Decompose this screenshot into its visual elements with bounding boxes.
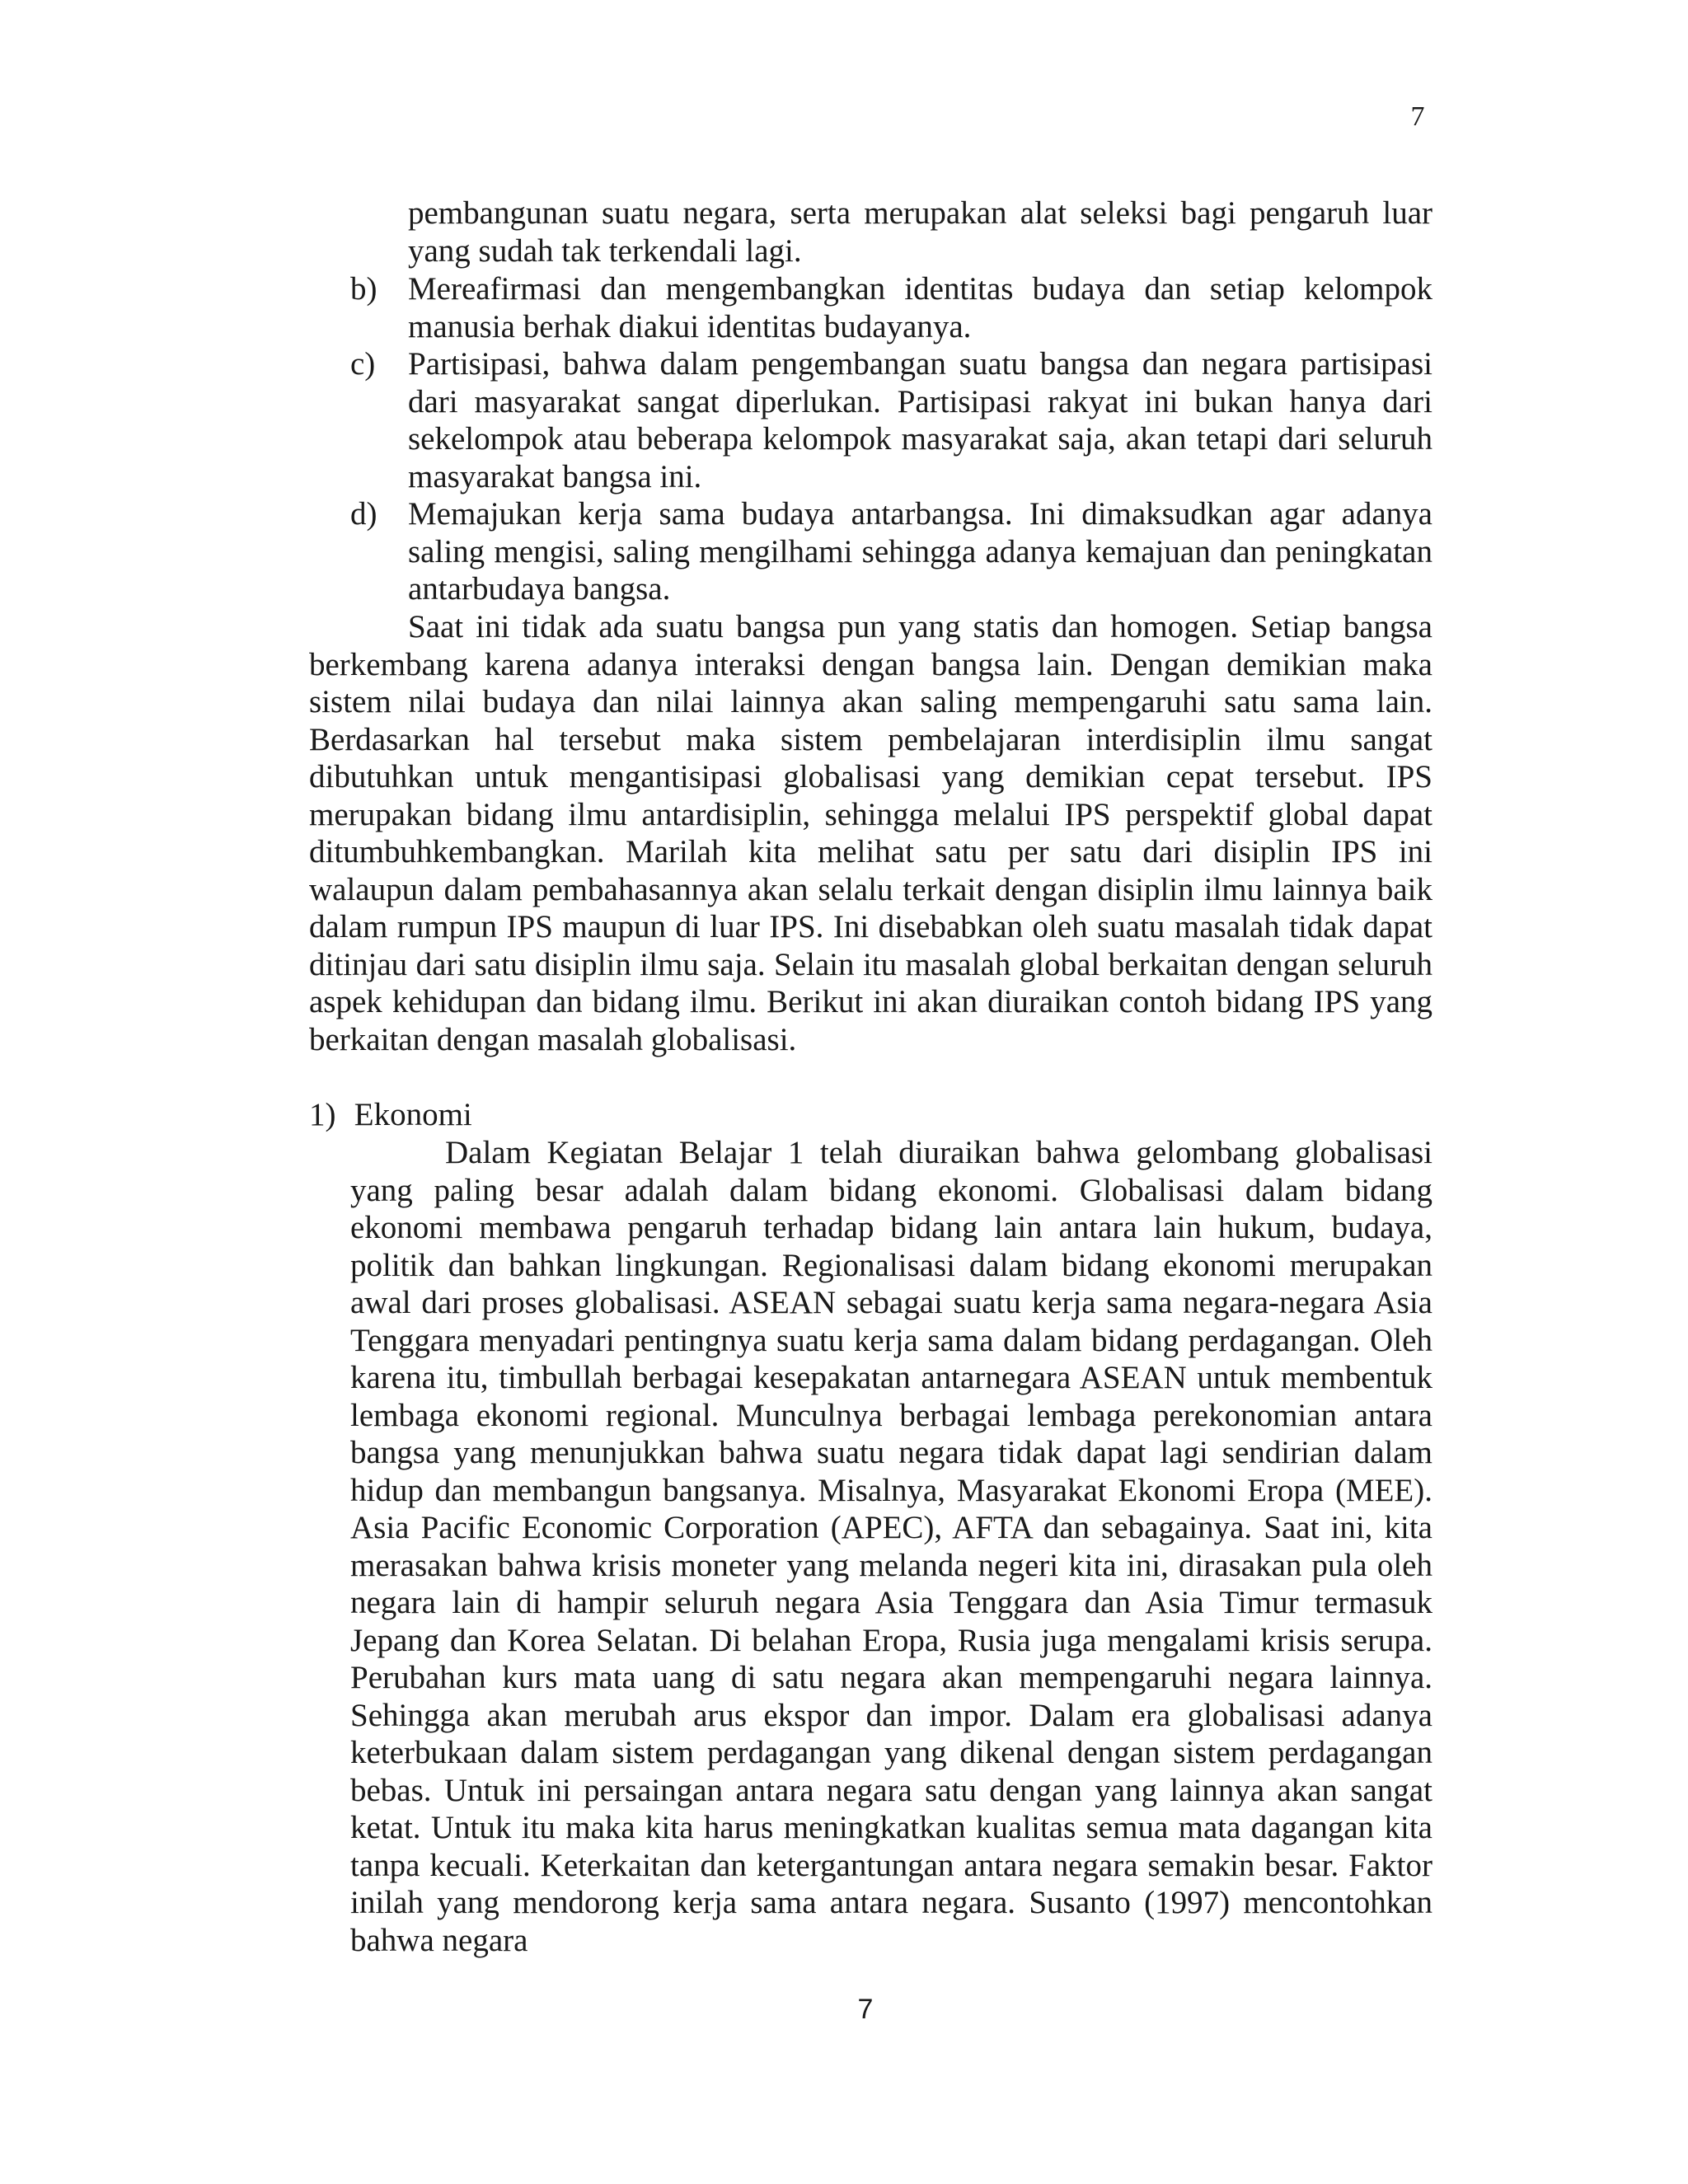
continuation-paragraph: pembangunan suatu negara, serta merupakan alat seleksi bagi pengaruh luar yang sudah tak terkendali lagi.	[408, 195, 1432, 269]
list-item-text: Mereafirmasi dan mengembangkan identitas budaya dan setiap kelompok manusia berhak diakui identitas budayanya.	[408, 271, 1432, 344]
body-paragraph: Saat ini tidak ada suatu bangsa pun yang statis dan homogen. Setiap bangsa berkembang karena adanya interaksi dengan bangsa lain. Dengan demikian maka sistem nilai budaya dan nilai lainnya akan saling mempengaruhi satu sama lain. Berdasarkan hal tersebut maka sistem pembelajaran interdisiplin ilmu sangat dibutuhkan untuk mengantisipasi globalisasi yang demikian cepat tersebut. IPS merupakan bidang ilmu antardisiplin, sehingga melalui IPS perspektif global dapat ditumbuhkembangkan. Marilah kita melihat satu per satu dari disiplin IPS ini walaupun dalam pembahasannya akan selalu terkait dengan disiplin ilmu lainnya baik dalam rumpun IPS maupun di luar IPS. Ini disebabkan oleh suatu masalah tidak dapat ditinjau dari satu disiplin ilmu saja. Selain itu masalah global berkaitan dengan seluruh aspek kehidupan dan bidang ilmu. Berikut ini akan diuraikan contoh bidang IPS yang berkaitan dengan masalah globalisasi.	[309, 609, 1432, 1057]
list-item-text: Partisipasi, bahwa dalam pengembangan suatu bangsa dan negara partisipasi dari masyarakat sangat diperlukan. Partisipasi rakyat ini bukan hanya dari sekelompok atau beberapa kelompok masyarakat saja, akan tetapi dari seluruh masyarakat bangsa ini.	[408, 346, 1432, 494]
section-title: Ekonomi	[354, 1097, 472, 1132]
list-item	[350, 495, 1432, 608]
section-paragraph: Dalam Kegiatan Belajar 1 telah diuraikan bahwa gelombang globalisasi yang paling besar adalah dalam bidang ekonomi. Globalisasi dalam bidang ekonomi membawa pengaruh terhadap bidang lain antara lain hukum, budaya, politik dan bahkan lingkungan. Regionalisasi dalam bidang ekonomi merupakan awal dari proses globalisasi. ASEAN sebagai suatu kerja sama negara-negara Asia Tenggara menyadari pentingnya suatu kerja sama dalam bidang perdagangan. Oleh karena itu, timbullah berbagai kesepakatan antarnegara ASEAN untuk membentuk lembaga ekonomi regional. Munculnya berbagai lembaga perekonomian antara bangsa yang menunjukkan bahwa suatu negara tidak dapat lagi sendirian dalam hidup dan membangun bangsanya. Misalnya, Masyarakat Ekonomi Eropa (MEE). Asia Pacific Economic Corporation (APEC), AFTA dan sebagainya. Saat ini, kita merasakan bahwa krisis moneter yang melanda negeri kita ini, dirasakan pula oleh negara lain di hampir seluruh negara Asia Tenggara dan Asia Timur termasuk Jepang dan Korea Selatan. Di belahan Eropa, Rusia juga mengalami krisis serupa. Perubahan kurs mata uang di satu negara akan mempengaruhi negara lainnya. Sehingga akan merubah arus ekspor dan impor. Dalam era globalisasi adanya keterbukaan dalam sistem perdagangan yang dikenal dengan sistem perdagangan bebas. Untuk ini persaingan antara negara satu dengan yang lainnya akan sangat ketat. Untuk itu maka kita harus meningkatkan kualitas semua mata dagangan kita tanpa kecuali. Keterkaitan dan ketergantungan antara negara semakin besar. Faktor inilah yang mendorong kerja sama antara negara. Susanto (1997) mencontohkan bahwa negara	[350, 1135, 1432, 1958]
list-item	[350, 270, 1432, 345]
list-item-text: Memajukan kerja sama budaya antarbangsa. Ini dimaksudkan agar adanya saling mengisi, saling mengilhami sehingga adanya kemajuan dan peningkatan antarbudaya bangsa.	[408, 496, 1432, 607]
header-page-number: 7	[1410, 101, 1425, 132]
list-item-marker: c)	[350, 346, 376, 382]
list-item-marker: d)	[350, 496, 377, 532]
footer-page-number: 7	[857, 1994, 874, 2025]
list-item	[350, 345, 1432, 495]
section-heading	[309, 1096, 1051, 1134]
lettered-list	[350, 270, 1432, 608]
list-item-marker: b)	[350, 271, 377, 307]
section-marker: 1)	[309, 1097, 336, 1132]
